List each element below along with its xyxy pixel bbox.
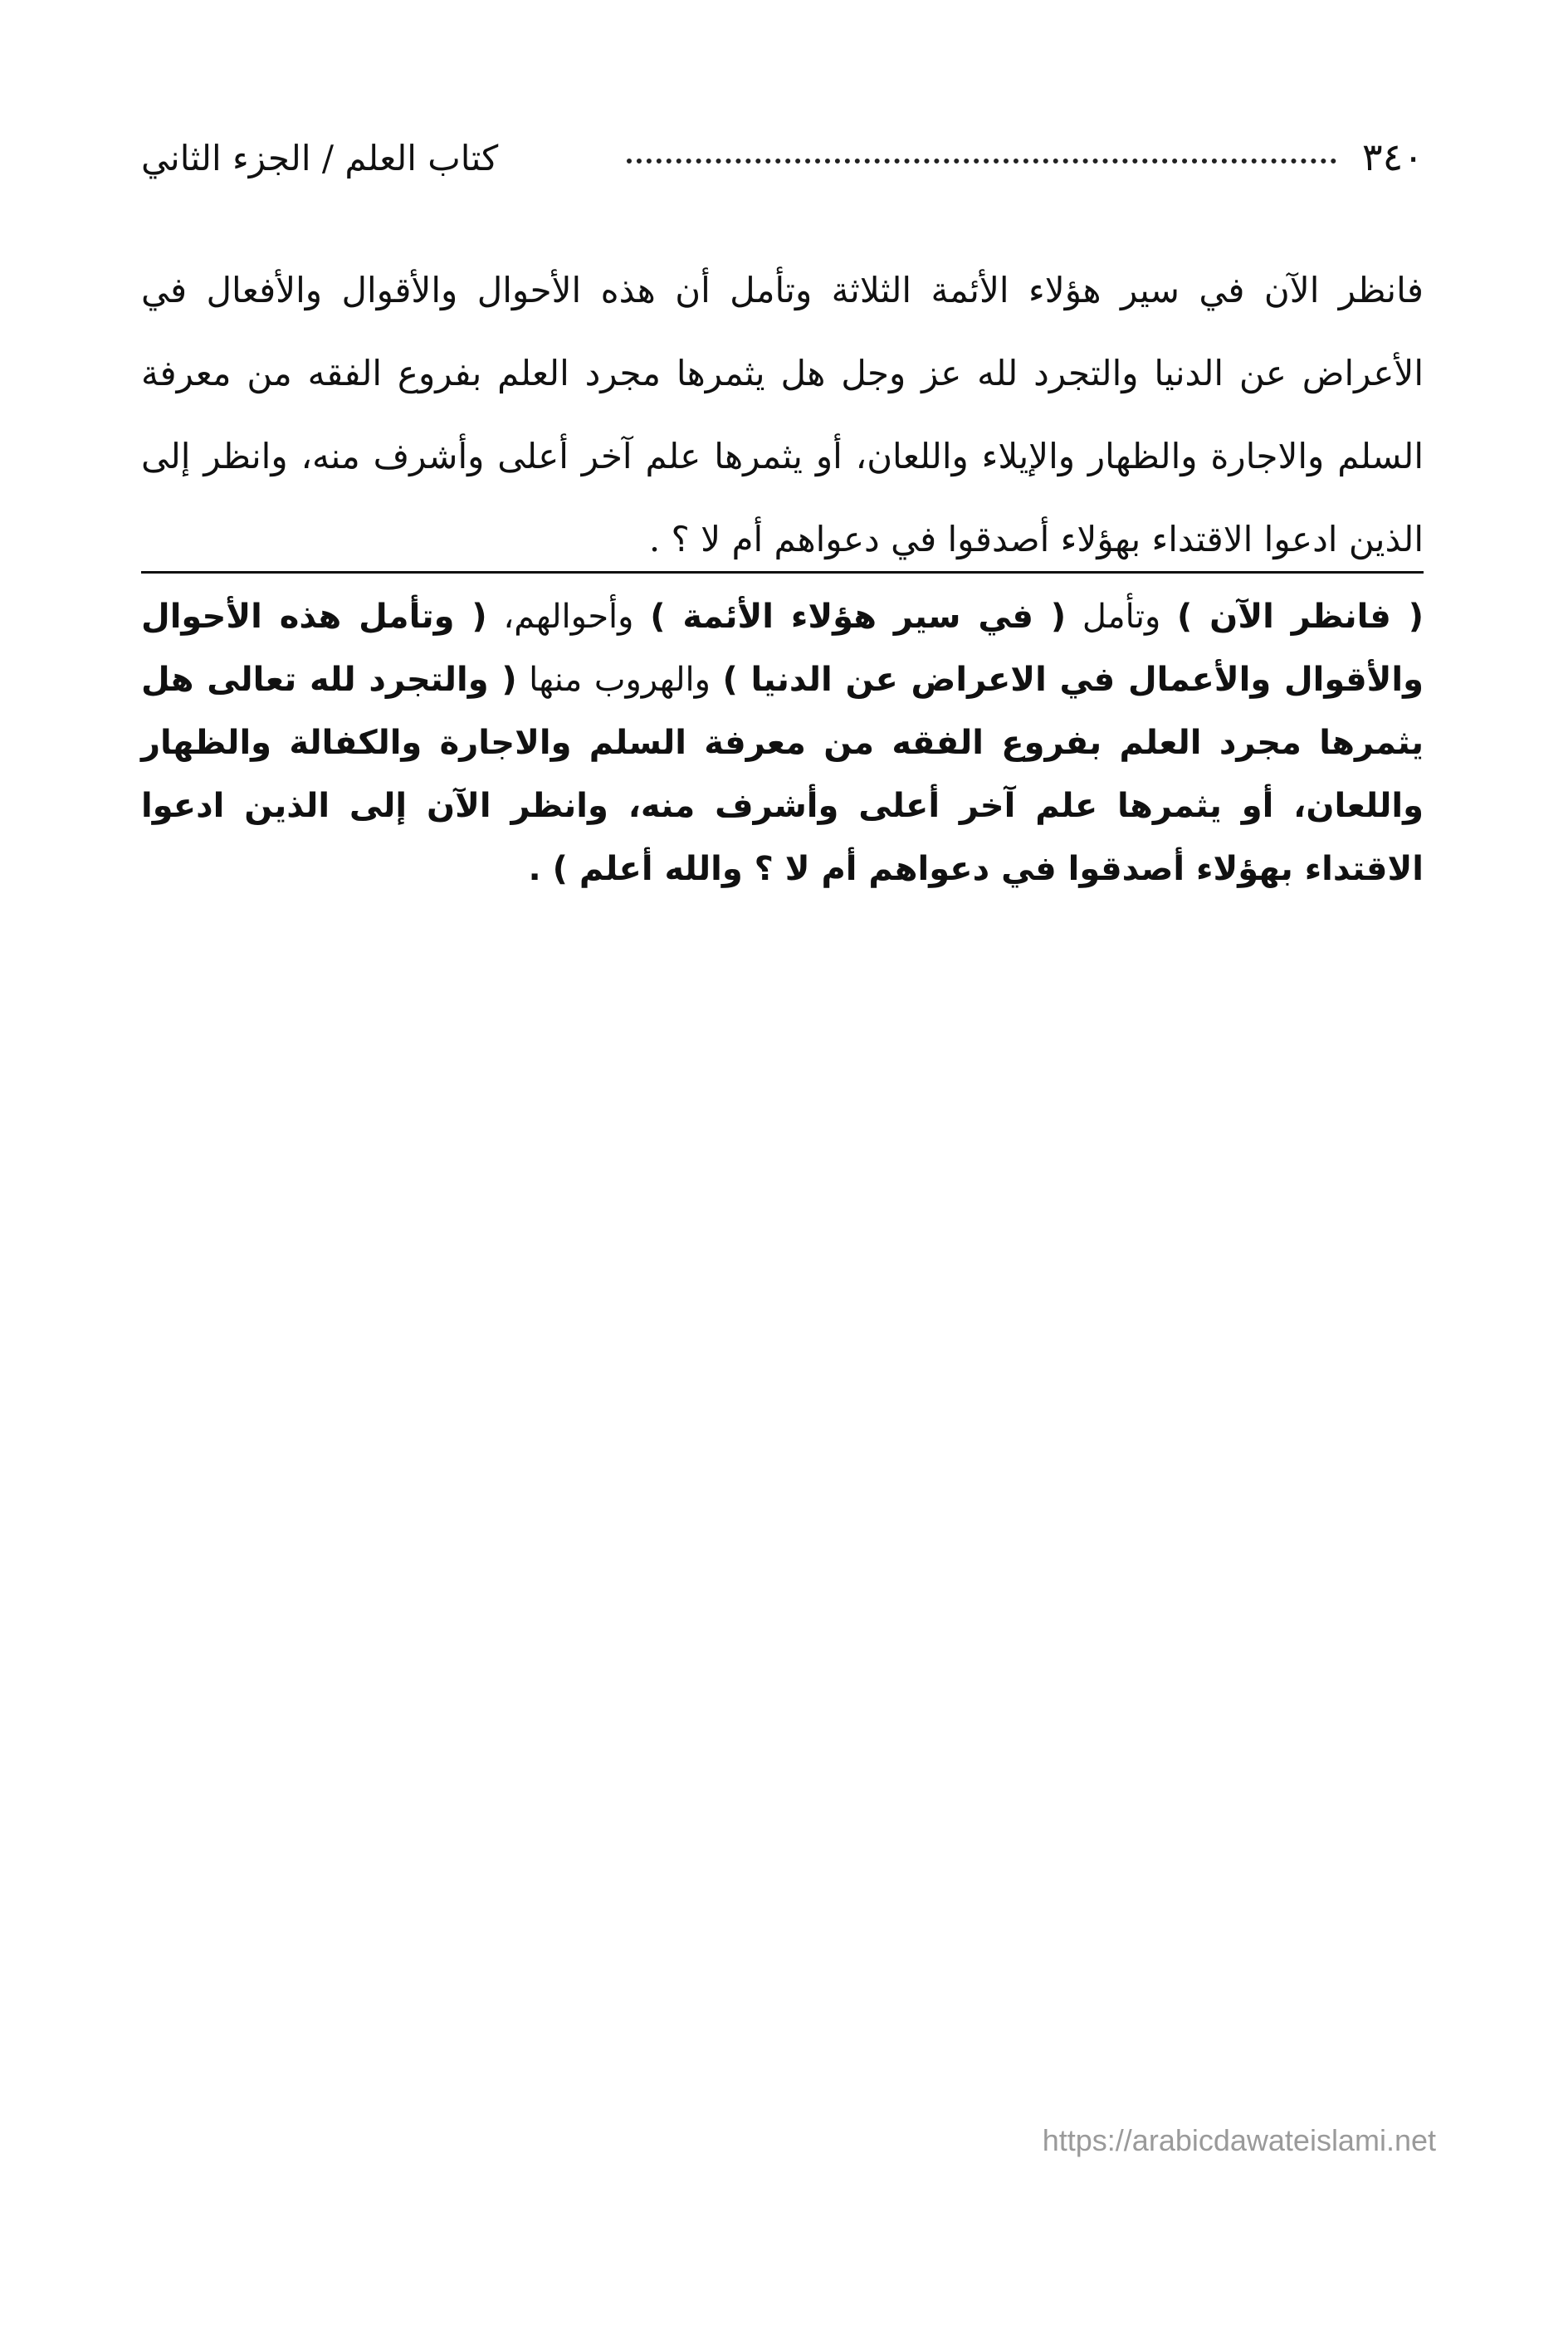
commentary-quote-4: ( والتجرد لله تعالى هل يثمرها مجرد العلم بفروع الفقه من معرفة السلم والاجارة والكفالة والظهار واللعان، أو يثمرها علم آخر أعلى وأشرف منه، وانظر الآن إلى الذين ادعوا الاقتداء بهؤلاء أصدقوا في دعواهم أم لا ؟ والله أعلم ) . bbox=[141, 661, 1424, 888]
commentary-gloss-3: والهروب منها bbox=[516, 661, 723, 699]
commentary-paragraph bbox=[141, 585, 1424, 901]
page-header bbox=[141, 129, 1424, 187]
commentary-gloss-2: وأحوالهم، bbox=[486, 598, 651, 636]
commentary-gloss-1: وتأمل bbox=[1066, 598, 1177, 636]
commentary-quote-2: ( في سير هؤلاء الأئمة ) bbox=[650, 598, 1067, 636]
watermark-url: https://arabicdawateislami.net bbox=[1042, 2123, 1436, 2157]
commentary-quote-1: ( فانظر الآن ) bbox=[1176, 598, 1424, 636]
header-dot-leader bbox=[627, 159, 1336, 164]
footnote-divider bbox=[141, 571, 1424, 574]
running-title: كتاب العلم / الجزء الثاني bbox=[141, 138, 499, 178]
page-number: ٣٤٠ bbox=[1361, 134, 1424, 179]
commentary-quote-3: ( وتأمل هذه الأحوال والأقوال والأعمال في الاعراض عن الدنيا ) bbox=[141, 598, 1424, 699]
main-text-paragraph: فانظر الآن في سير هؤلاء الأئمة الثلاثة وتأمل أن هذه الأحوال والأقوال والأفعال في الأعراض عن الدنيا والتجرد لله عز وجل هل يثمرها مجرد العلم بفروع الفقه من معرفة السلم والاجارة والظهار والإيلاء واللعان، أو يثمرها علم آخر أعلى وأشرف منه، وانظر إلى الذين ادعوا الاقتداء بهؤلاء أصدقوا في دعواهم أم لا ؟ . bbox=[141, 270, 1424, 559]
